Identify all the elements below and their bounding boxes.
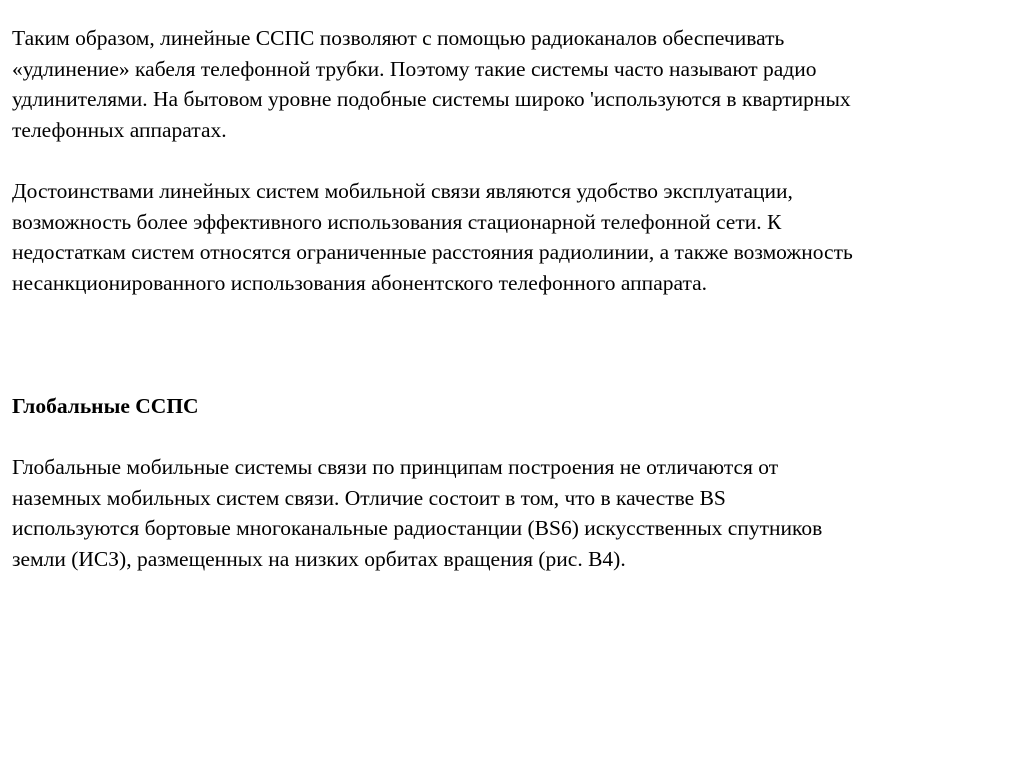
text-line: недостаткам систем относятся ограниченные расстояния радиолинии, а также возможность <box>12 240 853 265</box>
text-line: наземных мобильных систем связи. Отличие состоит в том, что в качестве BS <box>12 485 726 510</box>
paragraph-advantages <box>12 176 1020 299</box>
text-line: «удлинение» кабеля телефонной трубки. Поэтому такие системы часто называют радио <box>12 56 817 81</box>
text-line: удлинителями. На бытовом уровне подобные системы широко 'используются в квартирных <box>12 87 851 112</box>
section-heading: Глобальные ССПС <box>12 394 199 418</box>
text-line: телефонных аппаратах. <box>12 118 227 143</box>
text-line: несанкционированного использования абонентского телефонного аппарата. <box>12 271 708 296</box>
text-line: возможность более эффективного использования стационарной телефонной сети. К <box>12 209 782 234</box>
text-line: Таким образом, линейные ССПС позволяют с помощью радиоканалов обеспечивать <box>12 26 785 50</box>
text-line: земли (ИСЗ), размещенных на низких орбитах вращения (рис. В4). <box>12 547 626 572</box>
text-line: используются бортовые многоканальные радиостанции (BS6) искусственных спутников <box>12 516 823 541</box>
text-line: Глобальные мобильные системы связи по принципам построения не отличаются от <box>12 455 779 479</box>
text-line: Достоинствами линейных систем мобильной связи являются удобство эксплуатации, <box>12 179 793 203</box>
paragraph-linear-sps <box>12 23 1020 146</box>
paragraph-global-sps <box>12 452 1020 575</box>
